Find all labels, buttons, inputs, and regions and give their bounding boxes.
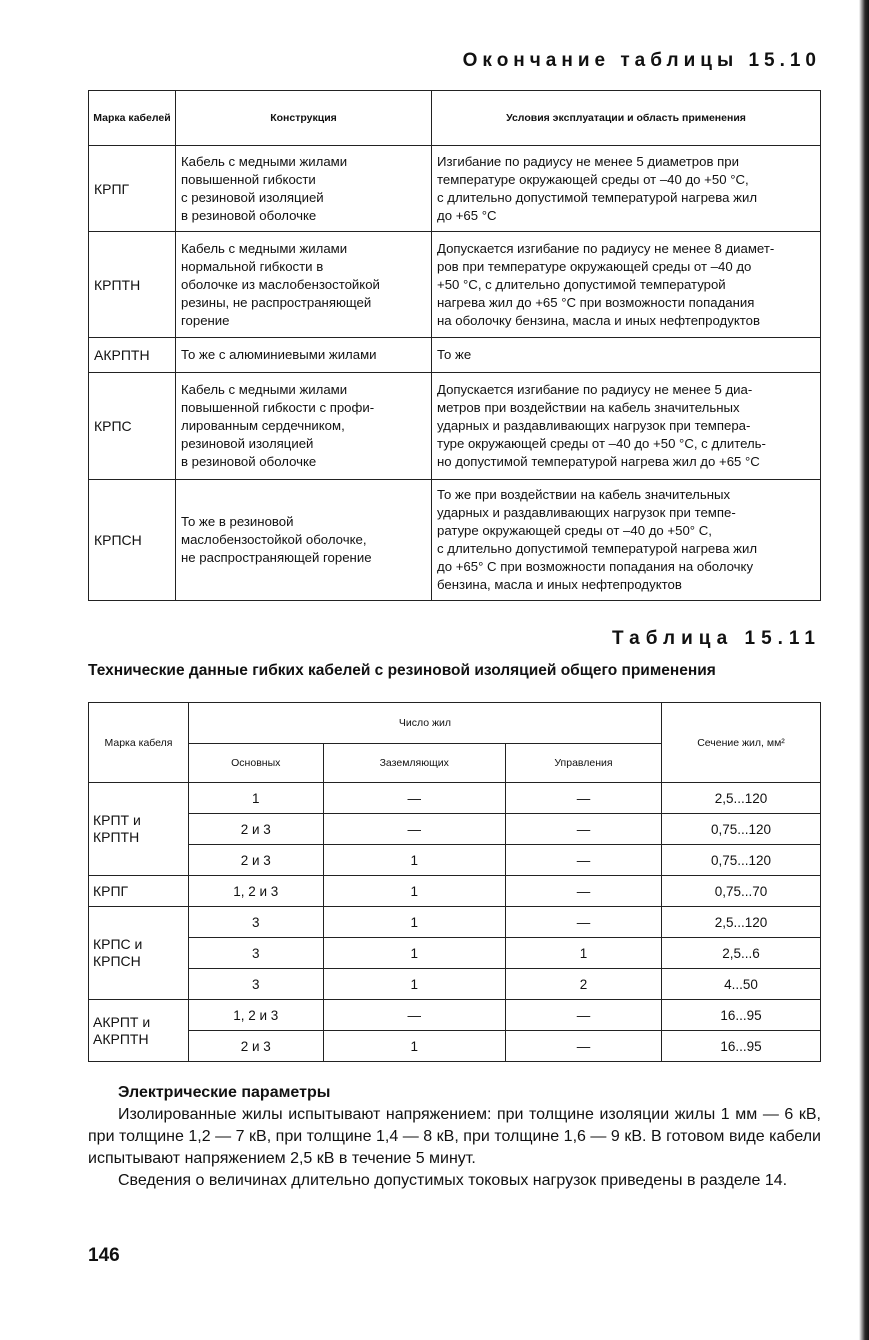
main-cores-cell: 2 и 3 [189, 814, 324, 845]
cell-line: Изгибание по радиусу не менее 5 диаметров при [437, 153, 739, 169]
cell-line: ров при температуре окружающей среды от –40 до [437, 258, 752, 274]
cable-mark: КРПТН [89, 232, 176, 338]
cell-line: горение [181, 312, 230, 328]
cell-line: повышенной гибкости [181, 171, 316, 187]
electrical-parameters-section [88, 1082, 821, 1192]
header-section: Сечение жил, мм² [662, 703, 821, 783]
cell-line: маслобензостойкой оболочке, [181, 532, 367, 547]
cell-line: туре окружающей среды от –40 до +50 °С, с длитель- [437, 436, 766, 451]
cell-line: резины, не распространяющей [181, 294, 372, 310]
ground-cores-cell: 1 [323, 1031, 505, 1062]
main-cores-cell: 1 [189, 783, 324, 814]
section-cell: 2,5...120 [662, 783, 821, 814]
header-mark: Марка кабелей [89, 91, 176, 146]
table-header-row [89, 91, 821, 146]
header-main-cores: Основных [189, 744, 324, 783]
construction-cell [176, 338, 432, 373]
cell-line: бензина, масла и иных нефтепродуктов [437, 577, 682, 592]
cell-line: температуре окружающей среды от –40 до +50 °С, [437, 171, 749, 187]
control-cores-cell: 2 [505, 969, 661, 1000]
section-cell: 2,5...6 [662, 938, 821, 969]
cell-line: в резиновой оболочке [181, 454, 317, 469]
conditions-cell [432, 338, 821, 373]
section-heading: Электрические параметры [118, 1084, 331, 1101]
cell-line: Кабель с медными жилами [181, 382, 348, 397]
body-paragraph: Изолированные жилы испытывают напряжением: при толщине изоляции жилы 1 мм — 6 кВ, при толщине 1,2 — 7 кВ, при толщине 1,4 — 8 кВ, при толщине 1,6 — 9 кВ. В готовом виде кабели испытывают напряжением 2,5 кВ в течение 5 минут. [88, 1106, 821, 1167]
table-row [89, 232, 821, 338]
section-cell: 16...95 [662, 1000, 821, 1031]
ground-cores-cell: 1 [323, 938, 505, 969]
cell-line: Кабель с медными жилами [181, 153, 348, 169]
control-cores-cell: 1 [505, 938, 661, 969]
control-cores-cell: — [505, 845, 661, 876]
conditions-cell [432, 480, 821, 601]
table-row [89, 876, 821, 907]
cable-mark: КРПСН [89, 480, 176, 601]
construction-cell [176, 480, 432, 601]
ground-cores-cell: — [323, 814, 505, 845]
control-cores-cell: — [505, 814, 661, 845]
cell-line: +50 °С, с длительно допустимой температурой [437, 276, 726, 292]
ground-cores-cell: 1 [323, 907, 505, 938]
table-row [89, 338, 821, 373]
table-continuation-title: Окончание таблицы 15.10 [462, 50, 821, 71]
cell-line: лированным сердечником, [181, 418, 345, 433]
construction-cell [176, 146, 432, 232]
main-cores-cell: 2 и 3 [189, 1031, 324, 1062]
table-row [89, 783, 821, 814]
construction-cell [176, 373, 432, 480]
cell-line: То же в резиновой [181, 514, 294, 529]
cell-line: То же [437, 347, 472, 362]
body-paragraph: Сведения о величинах длительно допустимых токовых нагрузок приведены в разделе 14. [118, 1172, 788, 1189]
table-row [89, 1000, 821, 1031]
ground-cores-cell: 1 [323, 969, 505, 1000]
main-cores-cell: 3 [189, 938, 324, 969]
table-row [89, 938, 821, 969]
header-construction: Конструкция [176, 91, 432, 146]
cell-line: ударных и раздавливающих нагрузок при темпе- [437, 505, 736, 520]
cell-line: Допускается изгибание по радиусу не менее 8 диамет- [437, 240, 775, 256]
cell-line: на оболочку бензина, масла и иных нефтепродуктов [437, 312, 760, 328]
table-row [89, 480, 821, 601]
cell-line: с резиновой изоляцией [181, 189, 324, 205]
cell-line: но допустимой температурой нагрева жил до +65 °С [437, 454, 760, 469]
cell-line: То же с алюминиевыми жилами [181, 347, 377, 362]
table-row [89, 907, 821, 938]
main-cores-cell: 1, 2 и 3 [189, 876, 324, 907]
header-conditions: Условия эксплуатации и область применения [432, 91, 821, 146]
table-label: Таблица 15.11 [612, 628, 821, 649]
cell-line: до +65° С при возможности попадания на оболочку [437, 559, 754, 574]
cell-line: с длительно допустимой температурой нагрева жил [437, 189, 758, 205]
control-cores-cell: — [505, 1000, 661, 1031]
main-cores-cell: 3 [189, 907, 324, 938]
header-cores: Число жил [189, 703, 662, 744]
main-cores-cell: 2 и 3 [189, 845, 324, 876]
cable-mark: КРПГ [89, 876, 189, 907]
cable-mark: АКРПТ и АКРПТН [89, 1000, 189, 1062]
ground-cores-cell: 1 [323, 845, 505, 876]
cell-line: То же при воздействии на кабель значительных [437, 487, 731, 502]
table-row [89, 845, 821, 876]
control-cores-cell: — [505, 783, 661, 814]
table-row [89, 814, 821, 845]
section-cell: 0,75...120 [662, 814, 821, 845]
section-cell: 2,5...120 [662, 907, 821, 938]
table-row [89, 146, 821, 232]
header-mark: Марка кабеля [89, 703, 189, 783]
section-cell: 4...50 [662, 969, 821, 1000]
main-cores-cell: 1, 2 и 3 [189, 1000, 324, 1031]
conditions-cell [432, 232, 821, 338]
header-control-cores: Управления [505, 744, 661, 783]
section-cell: 16...95 [662, 1031, 821, 1062]
construction-cell [176, 232, 432, 338]
page-number: 146 [88, 1245, 120, 1266]
cable-mark: КРПГ [89, 146, 176, 232]
ground-cores-cell: 1 [323, 876, 505, 907]
cell-line: резиновой изоляцией [181, 436, 314, 451]
table-row [89, 969, 821, 1000]
cell-line: с длительно допустимой температурой нагрева жил [437, 541, 758, 556]
cell-line: ратуре окружающей среды от –40 до +50° С, [437, 523, 712, 538]
control-cores-cell: — [505, 1031, 661, 1062]
cell-line: не распространяющей горение [181, 550, 372, 565]
cell-line: нормальной гибкости в [181, 258, 324, 274]
control-cores-cell: — [505, 907, 661, 938]
table-caption: Технические данные гибких кабелей с резиновой изоляцией общего применения [88, 662, 716, 679]
ground-cores-cell: — [323, 1000, 505, 1031]
page-edge-shadow [859, 0, 869, 1340]
cell-line: метров при воздействии на кабель значительных [437, 400, 740, 415]
cell-line: до +65 °С [437, 207, 497, 223]
main-cores-cell: 3 [189, 969, 324, 1000]
cell-line: ударных и раздавливающих нагрузок при темпера- [437, 418, 751, 433]
cell-line: в резиновой оболочке [181, 207, 317, 223]
ground-cores-cell: — [323, 783, 505, 814]
control-cores-cell: — [505, 876, 661, 907]
cell-line: оболочке из маслобензостойкой [181, 276, 380, 292]
cable-mark: КРПТ и КРПТН [89, 783, 189, 876]
table-header-row [89, 703, 821, 744]
section-cell: 0,75...70 [662, 876, 821, 907]
cable-technical-data-table [88, 702, 821, 1062]
cable-construction-table [88, 90, 821, 601]
cable-mark: АКРПТН [89, 338, 176, 373]
cable-mark: КРПС [89, 373, 176, 480]
table-row [89, 373, 821, 480]
cable-mark: КРПС и КРПСН [89, 907, 189, 1000]
conditions-cell [432, 146, 821, 232]
conditions-cell [432, 373, 821, 480]
cell-line: повышенной гибкости с профи- [181, 400, 375, 415]
table-row [89, 1031, 821, 1062]
cell-line: Кабель с медными жилами [181, 240, 348, 256]
cell-line: Допускается изгибание по радиусу не менее 5 диа- [437, 382, 753, 397]
cell-line: нагрева жил до +65 °С при возможности попадания [437, 294, 755, 310]
header-ground-cores: Заземляющих [323, 744, 505, 783]
section-cell: 0,75...120 [662, 845, 821, 876]
